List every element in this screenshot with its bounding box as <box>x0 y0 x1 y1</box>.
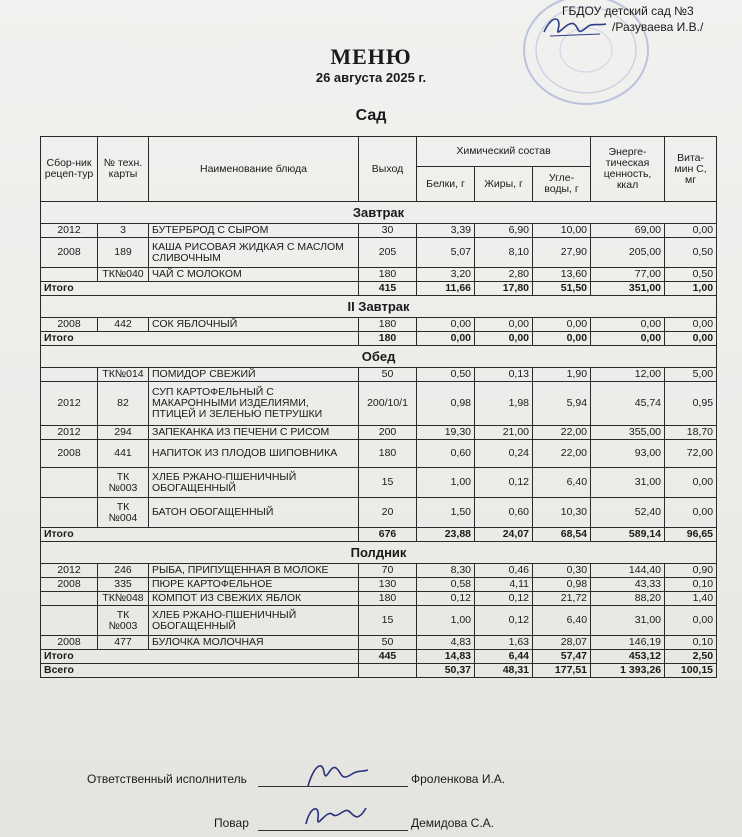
dish-row <box>41 368 717 382</box>
responsible-name: Фроленкова И.А. <box>411 772 506 786</box>
card-cell: 335 <box>98 578 149 592</box>
menu-table <box>40 136 717 678</box>
header-protein: Белки, г <box>417 167 475 202</box>
total-vitamin: 1,00 <box>665 282 717 296</box>
dish-name-cell: БАТОН ОБОГАЩЕННЫЙ <box>149 498 359 528</box>
total-protein: 14,83 <box>417 650 475 664</box>
dish-row <box>41 606 717 636</box>
total-energy: 0,00 <box>591 332 665 346</box>
vitamin-cell: 0,50 <box>665 238 717 268</box>
cook-signature-icon <box>300 800 370 834</box>
fat-cell: 0,00 <box>475 318 533 332</box>
group-title: Сад <box>355 107 387 124</box>
vitamin-cell: 1,40 <box>665 592 717 606</box>
vitamin-cell: 0,10 <box>665 578 717 592</box>
yield-cell: 180 <box>359 592 417 606</box>
recipe-cell <box>41 468 98 498</box>
total-fat: 0,00 <box>475 332 533 346</box>
fat-cell: 2,80 <box>475 268 533 282</box>
carb-cell: 0,30 <box>533 564 591 578</box>
card-cell: 477 <box>98 636 149 650</box>
total-protein: 11,66 <box>417 282 475 296</box>
energy-cell: 0,00 <box>591 318 665 332</box>
recipe-cell: 2012 <box>41 564 98 578</box>
card-cell: ТК№048 <box>98 592 149 606</box>
header-name: Наименование блюда <box>149 137 359 202</box>
yield-cell: 50 <box>359 636 417 650</box>
section-title: II Завтрак <box>41 296 717 318</box>
total-carb: 0,00 <box>533 332 591 346</box>
protein-cell: 0,60 <box>417 440 475 468</box>
grand-total-label: Всего <box>41 664 359 678</box>
total-vitamin: 0,00 <box>665 332 717 346</box>
dish-row <box>41 382 717 426</box>
approval-institution: ГБДОУ детский сад №3 <box>562 4 694 18</box>
total-carb: 68,54 <box>533 528 591 542</box>
carb-cell: 6,40 <box>533 606 591 636</box>
vitamin-cell: 72,00 <box>665 440 717 468</box>
dish-row <box>41 440 717 468</box>
card-cell: 246 <box>98 564 149 578</box>
dish-name-cell: СУП КАРТОФЕЛЬНЫЙ С МАКАРОННЫМИ ИЗДЕЛИЯМИ, ПТИЦЕЙ И ЗЕЛЕНЬЮ ПЕТРУШКИ <box>149 382 359 426</box>
recipe-cell <box>41 268 98 282</box>
energy-cell: 93,00 <box>591 440 665 468</box>
section-header <box>41 346 717 368</box>
total-yield: 445 <box>359 650 417 664</box>
fat-cell: 0,12 <box>475 468 533 498</box>
fat-cell: 21,00 <box>475 426 533 440</box>
card-cell: ТК №004 <box>98 498 149 528</box>
energy-cell: 146,19 <box>591 636 665 650</box>
header-recipe: Сбор-ник рецеп-тур <box>41 137 98 202</box>
dish-name-cell: ХЛЕБ РЖАНО-ПШЕНИЧНЫЙ ОБОГАЩЕННЫЙ <box>149 606 359 636</box>
carb-cell: 22,00 <box>533 440 591 468</box>
dish-row <box>41 468 717 498</box>
protein-cell: 1,00 <box>417 606 475 636</box>
protein-cell: 1,00 <box>417 468 475 498</box>
card-cell: ТК №003 <box>98 468 149 498</box>
dish-row <box>41 498 717 528</box>
card-cell: 82 <box>98 382 149 426</box>
protein-cell: 0,58 <box>417 578 475 592</box>
card-cell: ТК №003 <box>98 606 149 636</box>
total-label: Итого <box>41 332 359 346</box>
vitamin-cell: 0,95 <box>665 382 717 426</box>
vitamin-cell: 0,10 <box>665 636 717 650</box>
fat-cell: 0,60 <box>475 498 533 528</box>
energy-cell: 144,40 <box>591 564 665 578</box>
dish-name-cell: ПОМИДОР СВЕЖИЙ <box>149 368 359 382</box>
energy-cell: 31,00 <box>591 468 665 498</box>
grand-total-row <box>41 664 717 678</box>
fat-cell: 6,90 <box>475 224 533 238</box>
section-header <box>41 296 717 318</box>
dish-row <box>41 636 717 650</box>
protein-cell: 0,98 <box>417 382 475 426</box>
carb-cell: 22,00 <box>533 426 591 440</box>
total-fat: 17,80 <box>475 282 533 296</box>
card-cell: 3 <box>98 224 149 238</box>
yield-cell: 180 <box>359 318 417 332</box>
energy-cell: 31,00 <box>591 606 665 636</box>
carb-cell: 0,00 <box>533 318 591 332</box>
fat-cell: 8,10 <box>475 238 533 268</box>
carb-cell: 6,40 <box>533 468 591 498</box>
total-vitamin: 96,65 <box>665 528 717 542</box>
energy-cell: 45,74 <box>591 382 665 426</box>
header-yield: Выход <box>359 137 417 202</box>
protein-cell: 3,20 <box>417 268 475 282</box>
yield-cell: 205 <box>359 238 417 268</box>
vitamin-cell: 0,90 <box>665 564 717 578</box>
total-yield: 415 <box>359 282 417 296</box>
card-cell: ТК№040 <box>98 268 149 282</box>
section-title: Обед <box>41 346 717 368</box>
document-date: 26 августа 2025 г. <box>315 70 427 85</box>
approval-block <box>562 3 703 35</box>
dish-name-cell: КАША РИСОВАЯ ЖИДКАЯ С МАСЛОМ СЛИВОЧНЫМ <box>149 238 359 268</box>
grand-total-fat: 48,31 <box>475 664 533 678</box>
yield-cell: 15 <box>359 606 417 636</box>
fat-cell: 1,98 <box>475 382 533 426</box>
recipe-cell: 2008 <box>41 318 98 332</box>
total-yield: 180 <box>359 332 417 346</box>
fat-cell: 4,11 <box>475 578 533 592</box>
dish-row <box>41 426 717 440</box>
energy-cell: 69,00 <box>591 224 665 238</box>
section-header <box>41 542 717 564</box>
fat-cell: 0,12 <box>475 606 533 636</box>
yield-cell: 15 <box>359 468 417 498</box>
fat-cell: 0,46 <box>475 564 533 578</box>
carb-cell: 5,94 <box>533 382 591 426</box>
document-title: МЕНЮ <box>330 44 412 69</box>
total-label: Итого <box>41 528 359 542</box>
carb-cell: 13,60 <box>533 268 591 282</box>
energy-cell: 12,00 <box>591 368 665 382</box>
section-title: Завтрак <box>41 202 717 224</box>
protein-cell: 0,50 <box>417 368 475 382</box>
vitamin-cell: 18,70 <box>665 426 717 440</box>
energy-cell: 43,33 <box>591 578 665 592</box>
energy-cell: 77,00 <box>591 268 665 282</box>
recipe-cell: 2008 <box>41 440 98 468</box>
energy-cell: 355,00 <box>591 426 665 440</box>
recipe-cell: 2008 <box>41 238 98 268</box>
protein-cell: 19,30 <box>417 426 475 440</box>
carb-cell: 0,98 <box>533 578 591 592</box>
vitamin-cell: 0,50 <box>665 268 717 282</box>
yield-cell: 180 <box>359 440 417 468</box>
section-total-row <box>41 650 717 664</box>
dish-row <box>41 564 717 578</box>
fat-cell: 1,63 <box>475 636 533 650</box>
card-cell: 189 <box>98 238 149 268</box>
recipe-cell: 2008 <box>41 578 98 592</box>
yield-cell: 200 <box>359 426 417 440</box>
dish-name-cell: БУЛОЧКА МОЛОЧНАЯ <box>149 636 359 650</box>
yield-cell: 180 <box>359 268 417 282</box>
yield-cell: 20 <box>359 498 417 528</box>
dish-name-cell: ХЛЕБ РЖАНО-ПШЕНИЧНЫЙ ОБОГАЩЕННЫЙ <box>149 468 359 498</box>
grand-total-vitamin: 100,15 <box>665 664 717 678</box>
total-label: Итого <box>41 282 359 296</box>
energy-cell: 52,40 <box>591 498 665 528</box>
responsible-label: Ответственный исполнитель <box>87 772 247 786</box>
section-title: Полдник <box>41 542 717 564</box>
vitamin-cell: 0,00 <box>665 606 717 636</box>
recipe-cell: 2008 <box>41 636 98 650</box>
cook-name: Демидова С.А. <box>411 816 495 830</box>
protein-cell: 8,30 <box>417 564 475 578</box>
total-fat: 24,07 <box>475 528 533 542</box>
card-cell: 441 <box>98 440 149 468</box>
recipe-cell: 2012 <box>41 224 98 238</box>
cook-label: Повар <box>214 816 249 830</box>
card-cell: 442 <box>98 318 149 332</box>
section-total-row <box>41 282 717 296</box>
header-vitamin: Вита-мин С, мг <box>665 137 717 202</box>
dish-name-cell: НАПИТОК ИЗ ПЛОДОВ ШИПОВНИКА <box>149 440 359 468</box>
approval-head-name: /Разуваева И.В./ <box>612 20 704 34</box>
recipe-cell <box>41 498 98 528</box>
total-energy: 351,00 <box>591 282 665 296</box>
card-cell: ТК№014 <box>98 368 149 382</box>
total-fat: 6,44 <box>475 650 533 664</box>
grand-total-protein: 50,37 <box>417 664 475 678</box>
recipe-cell: 2012 <box>41 426 98 440</box>
dish-name-cell: СОК ЯБЛОЧНЫЙ <box>149 318 359 332</box>
recipe-cell <box>41 606 98 636</box>
carb-cell: 28,07 <box>533 636 591 650</box>
protein-cell: 3,39 <box>417 224 475 238</box>
section-total-row <box>41 528 717 542</box>
recipe-cell <box>41 592 98 606</box>
dish-row <box>41 224 717 238</box>
carb-cell: 10,30 <box>533 498 591 528</box>
total-protein: 0,00 <box>417 332 475 346</box>
yield-cell: 130 <box>359 578 417 592</box>
total-label: Итого <box>41 650 359 664</box>
grand-total-energy: 1 393,26 <box>591 664 665 678</box>
dish-name-cell: РЫБА, ПРИПУЩЕННАЯ В МОЛОКЕ <box>149 564 359 578</box>
vitamin-cell: 0,00 <box>665 498 717 528</box>
fat-cell: 0,12 <box>475 592 533 606</box>
menu-body <box>41 202 717 678</box>
total-yield: 676 <box>359 528 417 542</box>
dish-row <box>41 238 717 268</box>
recipe-cell <box>41 368 98 382</box>
section-total-row <box>41 332 717 346</box>
vitamin-cell: 0,00 <box>665 224 717 238</box>
grand-total-carb: 177,51 <box>533 664 591 678</box>
dish-name-cell: ПЮРЕ КАРТОФЕЛЬНОЕ <box>149 578 359 592</box>
energy-cell: 205,00 <box>591 238 665 268</box>
total-carb: 57,47 <box>533 650 591 664</box>
vitamin-cell: 0,00 <box>665 468 717 498</box>
header-energy: Энерге-тическая ценность, ккал <box>591 137 665 202</box>
dish-row <box>41 578 717 592</box>
dish-name-cell: ЗАПЕКАНКА ИЗ ПЕЧЕНИ С РИСОМ <box>149 426 359 440</box>
yield-cell: 200/10/1 <box>359 382 417 426</box>
fat-cell: 0,24 <box>475 440 533 468</box>
total-energy: 589,14 <box>591 528 665 542</box>
header-card: № техн. карты <box>98 137 149 202</box>
card-cell: 294 <box>98 426 149 440</box>
vitamin-cell: 0,00 <box>665 318 717 332</box>
total-protein: 23,88 <box>417 528 475 542</box>
total-carb: 51,50 <box>533 282 591 296</box>
carb-cell: 21,72 <box>533 592 591 606</box>
vitamin-cell: 5,00 <box>665 368 717 382</box>
carb-cell: 1,90 <box>533 368 591 382</box>
total-vitamin: 2,50 <box>665 650 717 664</box>
energy-cell: 88,20 <box>591 592 665 606</box>
yield-cell: 70 <box>359 564 417 578</box>
protein-cell: 1,50 <box>417 498 475 528</box>
fat-cell: 0,13 <box>475 368 533 382</box>
protein-cell: 4,83 <box>417 636 475 650</box>
dish-row <box>41 268 717 282</box>
header-chem: Химический состав <box>417 137 591 167</box>
protein-cell: 0,00 <box>417 318 475 332</box>
dish-name-cell: ЧАЙ С МОЛОКОМ <box>149 268 359 282</box>
yield-cell: 50 <box>359 368 417 382</box>
responsible-signature-icon <box>300 758 370 792</box>
dish-row <box>41 592 717 606</box>
total-energy: 453,12 <box>591 650 665 664</box>
protein-cell: 0,12 <box>417 592 475 606</box>
dish-row <box>41 318 717 332</box>
carb-cell: 10,00 <box>533 224 591 238</box>
grand-total-yield <box>359 664 417 678</box>
section-header <box>41 202 717 224</box>
header-fat: Жиры, г <box>475 167 533 202</box>
yield-cell: 30 <box>359 224 417 238</box>
recipe-cell: 2012 <box>41 382 98 426</box>
carb-cell: 27,90 <box>533 238 591 268</box>
dish-name-cell: КОМПОТ ИЗ СВЕЖИХ ЯБЛОК <box>149 592 359 606</box>
header-carb: Угле-воды, г <box>533 167 591 202</box>
protein-cell: 5,07 <box>417 238 475 268</box>
dish-name-cell: БУТЕРБРОД С СЫРОМ <box>149 224 359 238</box>
